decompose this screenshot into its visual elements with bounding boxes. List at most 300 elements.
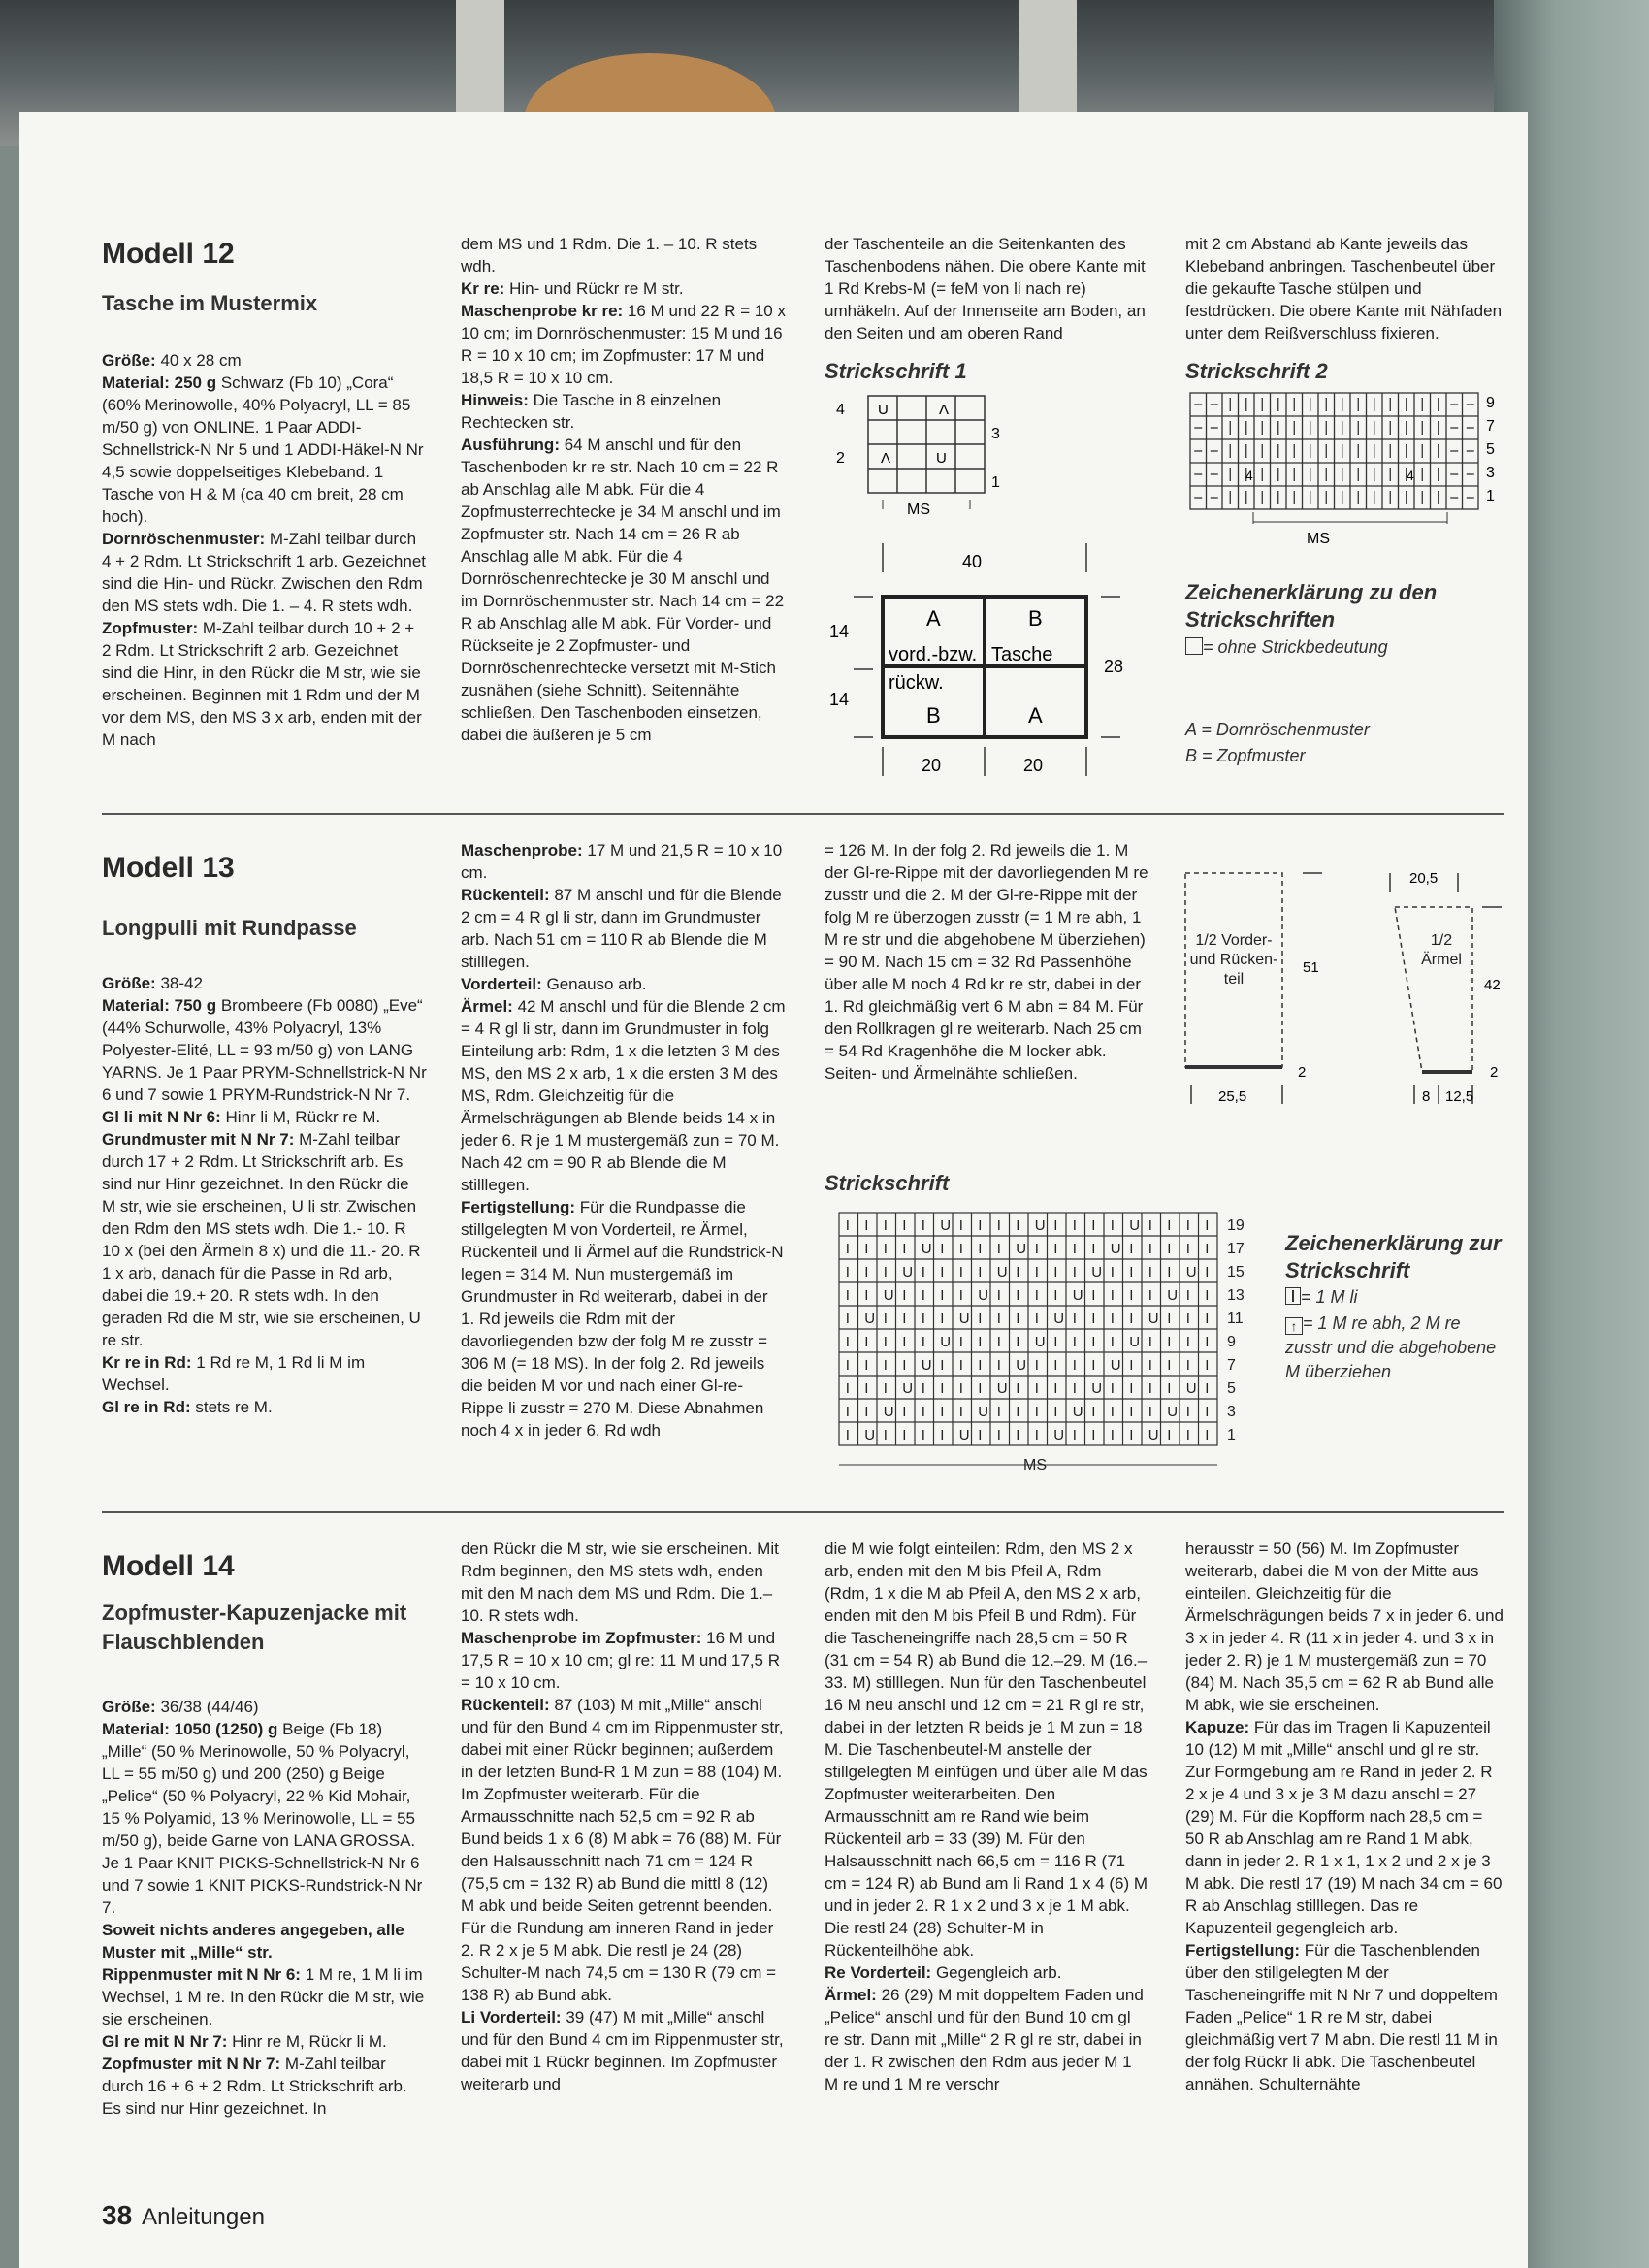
bag-height-28: 28	[1104, 657, 1124, 676]
chart-cell-symbol: I	[978, 1217, 983, 1234]
chart-cell-symbol: I	[978, 1380, 983, 1397]
paragraph-lead: Rückenteil:	[461, 886, 555, 904]
model12-column-3	[824, 233, 1149, 344]
chart-cell-symbol: I	[1185, 1357, 1190, 1374]
pullover-h51: 51	[1303, 959, 1319, 976]
m13-legend-title: Zeichenerklärung zur Strickschrift	[1285, 1231, 1502, 1282]
chart-cell-symbol: I	[1185, 1334, 1190, 1350]
chart-cell-symbol: I	[1205, 1334, 1210, 1350]
paragraph-text: Hinr li M, Rückr re M.	[225, 1108, 381, 1126]
chart-cell-symbol: I	[1091, 1311, 1096, 1327]
paragraph-text: Für das im Tragen li Kapuzenteil 10 (12) M mit „Mille“ anschl und gl re str. Zur Formgebung am re Rand in jeder 2. R 2 x je 4 und 3 x je 3 M dazu anschl = 27 (29) M. Für die Kopfform nach 28,5 cm = 50 R ab Anschlag am re Rand 1 M abk, dann in jeder 2. R 1 x 1, 1 x 2 und 2 x je 3 M abk. Die restl 17 (19) M nach 34 cm = 60 R ab Anschlag stilllegen. Das re Kapuzenteil gegengleich arb.	[1185, 1718, 1503, 1937]
bag-height-14b: 14	[829, 690, 850, 709]
m13-chart-row-label: 7	[1227, 1357, 1236, 1374]
paragraph-text: 17 M und 21,5 R = 10 x 10 cm.	[461, 841, 783, 882]
paragraph-text: Genauso arb.	[546, 975, 647, 993]
chart-cell-symbol: I	[1053, 1334, 1058, 1350]
model12-column-2	[461, 233, 786, 746]
paragraph-lead: Gl re in Rd:	[102, 1398, 196, 1416]
chart-cell-symbol: U	[1053, 1427, 1065, 1443]
page-number: 38	[102, 2200, 133, 2230]
paragraph-text: 39 (47) M mit „Mille“ anschl und für den Bund 4 cm im Rippenmuster str, dabei mit 1 Rückr beginnen. Im Zopfmuster weiterarb und	[461, 2008, 784, 2093]
chart-cell-symbol: I	[902, 1311, 907, 1327]
chart-cell-symbol: I	[864, 1241, 869, 1257]
model12-subtitle: Tasche im Mustermix	[102, 291, 318, 315]
chart-cell-symbol: I	[864, 1264, 869, 1280]
paragraph-text: mit 2 cm Abstand ab Kante jeweils das Klebeband anbringen. Taschenbeutel über die gekaufte Tasche stülpen und festdrücken. Die obere Kante mit Nähfaden unter dem Reißverschluss fixieren.	[1185, 235, 1503, 342]
chart-cell-symbol: U	[940, 1334, 952, 1350]
chart-cell-symbol: U	[1167, 1287, 1179, 1304]
paragraph-lead: Gl re mit N Nr 7:	[102, 2032, 233, 2051]
chart1-row-3: 3	[991, 426, 1000, 442]
chart2-row-3: 3	[1486, 465, 1495, 481]
chart-cell-symbol: I	[1072, 1264, 1077, 1280]
paragraph	[102, 372, 427, 528]
chart-cell-symbol: U	[1148, 1311, 1159, 1327]
chart-cell-symbol: I	[1091, 1241, 1096, 1257]
model14-column-2	[461, 1538, 786, 2095]
paragraph	[102, 617, 427, 751]
paragraph-text: Beige (Fb 18) „Mille“ (50 % Merinowolle, 50 % Polyacryl, LL = 55 m/50 g) und 200 (250) g Beige „Pelice“ (50 % Polyacryl, 22 % Kid Mohair, 15 % Polyamid, 13 % Merinowolle, LL = 55 m/50 g), beide Garne von LANA GROSSA. Je 1 Paar KNIT PICKS-Schnellstrick-N Nr 6 und 7 sowie 1 KNIT PICKS-Rundstrick-N Nr 7.	[102, 1720, 423, 1917]
paragraph-text: Die Tasche in 8 einzelnen Rechtecken str.	[461, 391, 722, 432]
bag-cell-B-bottom: B	[926, 703, 941, 728]
paragraph-lead: Dornröschenmuster:	[102, 530, 270, 548]
paragraph	[461, 995, 786, 1196]
paragraph-lead: Maschenprobe im Zopfmuster:	[461, 1629, 707, 1647]
m12-legend-text-0: = ohne Strickbedeutung	[1203, 637, 1388, 657]
pullover-w205: 20,5	[1409, 870, 1439, 887]
purl-symbol-icon	[1285, 1287, 1301, 1305]
paragraph-lead: Maschenprobe:	[461, 841, 588, 859]
chart-cell-symbol: I	[864, 1380, 869, 1397]
chart-cell-symbol: I	[1016, 1334, 1020, 1350]
paragraph-text: 1 Rd re M, 1 Rd li M im Wechsel.	[102, 1353, 366, 1394]
m12-legend-item-A: A = Dornröschenmuster	[1185, 720, 1370, 739]
chart-cell-symbol: U	[902, 1380, 914, 1397]
m12-legend-item-empty	[1185, 635, 1388, 660]
chart1-row-4: 4	[836, 402, 845, 418]
m13-chart-row-label: 5	[1227, 1380, 1236, 1397]
paragraph	[461, 389, 786, 434]
model12-column-1	[102, 349, 427, 751]
paragraph-lead: Kr re in Rd:	[102, 1353, 197, 1372]
paragraph-lead: Soweit nichts anderes angegeben, alle Muster mit „Mille“ str.	[102, 1921, 404, 1961]
chart-cell-symbol: I	[1148, 1217, 1152, 1234]
chart-cell-symbol: I	[1034, 1357, 1039, 1374]
paragraph	[102, 528, 427, 617]
chart-cell-symbol: I	[1167, 1311, 1172, 1327]
chart-cell-symbol: I	[1110, 1287, 1115, 1304]
chart-cell-symbol: I	[978, 1264, 983, 1280]
chart-cell-symbol: I	[1167, 1427, 1172, 1443]
model13-title: Modell 13	[102, 852, 235, 884]
chart-cell-symbol: I	[1148, 1404, 1152, 1420]
bag-width-20b: 20	[1023, 756, 1044, 775]
paragraph-text: 64 M anschl und für den Taschenboden kr re str. Nach 10 cm = 22 R ab Anschlag alle M abk. Für die 4 Zopfmusterrechtecke je 34 M anschl und im Zopfmuster str. Nach 14 cm = 26 R ab Anschlag alle M abk. Für die 4 Dornröschenrechtecke je 30 M anschl und im Dornröschenmuster str. Nach 14 cm = 22 R ab Anschlag alle M abk. Für Vorder- und Rückseite je 2 Zopfmuster- und Dornröschenrechtecke versetzt mit M-Stich zusnähen (siehe Schnitt). Seitennähte schließen. Den Taschenboden einsetzen, dabei die äußeren je 5 cm	[461, 436, 785, 744]
pullover-h42: 42	[1484, 977, 1501, 993]
paragraph-lead: Zopfmuster mit N Nr 7:	[102, 2055, 285, 2073]
chart-cell-symbol: I	[1185, 1241, 1190, 1257]
chart-cell-symbol: I	[1091, 1334, 1096, 1350]
chart-cell-symbol: U	[1167, 1404, 1179, 1420]
chart-cell-symbol: I	[1110, 1334, 1115, 1350]
m13-legend-text-1: = 1 M re abh, 2 M re zusstr und die abgehobene M überziehen	[1285, 1313, 1497, 1381]
paragraph-lead: Material: 1050 (1250) g	[102, 1720, 283, 1738]
strickschrift1-chart	[824, 388, 1018, 524]
paragraph-text: Für die Rundpasse die stillgelegten M von Vorderteil, re Ärmel, Rückenteil und li Ärmel auf die Rundstrick-N legen = 314 M. Nun mustergemäß im Grundmuster in Rd weiterarb, dabei in der 1. Rd jeweils die Rdm mit der davorliegenden bzw der folg M re zusstr = 306 M (= 18 MS). In der folg 2. Rd jeweils die beiden M vor und nach einer Gl-re-Rippe li zusstr = 270 M. Diese Abnahmen noch 4 x in jeder 6. Rd wdh	[461, 1198, 784, 1440]
chart-cell-symbol: I	[1091, 1287, 1096, 1304]
double-decrease-icon: ↑	[1285, 1317, 1303, 1335]
paragraph-text: 26 (29) M mit doppeltem Faden und „Pelice“ anschl und für den Bund 10 cm gl re str. Dann mit „Mille“ 2 R gl re str, dabei in der 1. R zwischen den Rdm aus jeder M 1 M re und 1 M re verschr	[824, 1986, 1144, 2093]
pullover-w255: 25,5	[1218, 1088, 1247, 1105]
chart-cell-symbol: I	[1205, 1404, 1210, 1420]
paragraph	[461, 233, 786, 277]
chart-cell-symbol: U	[864, 1311, 876, 1327]
chart-cell-symbol: I	[1053, 1241, 1058, 1257]
chart-cell-symbol: U	[1091, 1380, 1103, 1397]
chart-cell-symbol: I	[1053, 1264, 1058, 1280]
chart-cell-symbol: I	[958, 1404, 963, 1420]
chart-cell-symbol: I	[958, 1334, 963, 1350]
chart-cell-symbol: I	[883, 1217, 888, 1234]
paragraph	[102, 2053, 427, 2120]
chart-cell-symbol: I	[921, 1334, 925, 1350]
chart-cell-symbol: I	[958, 1264, 963, 1280]
paragraph	[824, 839, 1149, 1085]
chart-cell-symbol: I	[921, 1217, 925, 1234]
paragraph	[461, 839, 786, 884]
paragraph-text: 36/38 (44/46)	[160, 1698, 259, 1716]
chart-cell-symbol: I	[940, 1241, 945, 1257]
chart-cell-symbol: I	[1148, 1380, 1152, 1397]
paragraph-lead: Li Vorderteil:	[461, 2008, 566, 2026]
chart-cell-symbol: U	[978, 1404, 989, 1420]
chart-cell-symbol: I	[958, 1380, 963, 1397]
paragraph-lead: Fertigstellung:	[1185, 1941, 1305, 1960]
model13-subtitle: Longpulli mit Rundpasse	[102, 916, 357, 940]
pullover-band-2a: 2	[1298, 1064, 1307, 1081]
m13-chart-row-label: 15	[1227, 1264, 1245, 1280]
chart-cell-symbol: U	[1053, 1311, 1065, 1327]
paragraph	[461, 277, 786, 300]
chart-cell-symbol: I	[1072, 1334, 1077, 1350]
chart-cell-symbol: I	[921, 1380, 925, 1397]
chart-cell-symbol: I	[1072, 1217, 1077, 1234]
chart-cell-symbol: I	[940, 1264, 945, 1280]
m13-chart-row-label: 11	[1227, 1311, 1244, 1327]
paragraph-text: 16 M und 17,5 R = 10 x 10 cm; gl re: 11 M und 17,5 R = 10 x 10 cm.	[461, 1629, 781, 1692]
paragraph	[1185, 1538, 1504, 1716]
chart2-row-9: 9	[1486, 395, 1495, 411]
chart-cell-symbol: I	[1016, 1427, 1020, 1443]
chart-cell-symbol: I	[1129, 1264, 1134, 1280]
chart-cell-symbol: I	[902, 1241, 907, 1257]
chart-cell-symbol: I	[1205, 1241, 1210, 1257]
section-divider	[102, 1511, 1504, 1513]
paragraph	[102, 2030, 427, 2053]
chart-cell-symbol: I	[958, 1241, 963, 1257]
paragraph-text: dem MS und 1 Rdm. Die 1. – 10. R stets wdh.	[461, 235, 758, 275]
footer-label: Anleitungen	[142, 2204, 265, 2230]
chart-cell-symbol: U	[1016, 1357, 1027, 1374]
chart-cell-symbol: I	[1129, 1427, 1134, 1443]
bag-schematic	[824, 538, 1145, 791]
model14-column-4	[1185, 1538, 1504, 2095]
pullover-schematic	[1181, 854, 1511, 1125]
strickschrift1-title: Strickschrift 1	[824, 359, 967, 383]
paragraph-text: 87 (103) M mit „Mille“ anschl und für den Bund 4 cm im Rippenmuster str, dabei mit einer Rückr beginnen; außerdem in der letzten Bund-R 1 M zun = 88 (104) M. Im Zopfmuster weiterarb. Für die Armausschnitte nach 52,5 cm = 92 R ab Bund beids 1 x 6 (8) M abk = 76 (88) M. Für den Halsausschnitt nach 71 cm = 124 R (75,5 cm = 132 R) ab Bund die mittl 8 (12) M abk und beide Seiten getrennt beenden. Für die Rundung am inneren Rand in jeder 2. R 2 x je 5 M abk. Die restl je 24 (28) Schulter-M nach 74,5 cm = 130 R (79 cm = 138 R) ab Bund abk.	[461, 1696, 784, 2004]
m13-legend-text-0: = 1 M li	[1301, 1287, 1358, 1307]
chart-cell-symbol: I	[1185, 1217, 1190, 1234]
chart-cell-symbol: I	[1148, 1264, 1152, 1280]
chart-cell-symbol: I	[845, 1264, 850, 1280]
paragraph	[824, 1538, 1149, 1961]
chart-cell-symbol: I	[864, 1404, 869, 1420]
paragraph	[102, 1351, 427, 1396]
paragraph-text: 87 M anschl und für die Blende 2 cm = 4 R gl li str, dann im Grundmuster arb. Nach 51 cm = 110 R ab Blende die M stilllegen.	[461, 886, 782, 971]
chart-cell-symbol: I	[1185, 1311, 1190, 1327]
paragraph-text: M-Zahl teilbar durch 10 + 2 + 2 Rdm. Lt Strickschrift 2 arb. Gezeichnet sind die Hinr, in den Rückr die M str, wie sie erscheinen. Beginnen mit 1 Rdm und der M vor dem MS, den MS 3 x arb, enden mit der M nach	[102, 619, 422, 749]
chart-cell-symbol: I	[1072, 1380, 1077, 1397]
model13-column-3	[824, 839, 1149, 1085]
chart-cell-symbol: U	[864, 1427, 876, 1443]
chart-cell-symbol: I	[996, 1357, 1001, 1374]
chart-cell-symbol: U	[1016, 1241, 1027, 1257]
paragraph-lead: Ärmel:	[461, 997, 518, 1016]
chart-cell-symbol: I	[996, 1404, 1001, 1420]
paragraph-text: den Rückr die M str, wie sie erscheinen. Mit Rdm beginnen, den MS stets wdh, enden mit den M nach dem MS und Rdm. Die 1.–10. R stets wdh.	[461, 1539, 779, 1625]
m12-legend-title: Zeichenerklärung zu den Strickschriften	[1185, 580, 1438, 632]
pullover-band-2b: 2	[1490, 1064, 1499, 1081]
chart-cell-symbol: U	[996, 1380, 1008, 1397]
paragraph-text: 16 M und 22 R = 10 x 10 cm; im Dornröschenmuster: 15 M und 16 R = 10 x 10 cm; im Zopfmuster: 17 M und 18,5 R = 10 x 10 cm.	[461, 302, 786, 387]
chart-cell-symbol: I	[1110, 1264, 1115, 1280]
bag-cell-B-top: B	[1028, 606, 1043, 631]
chart1-u-symbol: U	[878, 402, 889, 418]
m13-strickschrift-title: Strickschrift	[824, 1171, 950, 1195]
paragraph-text: 1 M re, 1 M li im Wechsel, 1 M re. In den Rückr die M str, wie sie erscheinen.	[102, 1965, 425, 2028]
chart-cell-symbol: I	[883, 1264, 888, 1280]
chart-cell-symbol: I	[845, 1427, 850, 1443]
chart2-row-7: 7	[1486, 418, 1495, 435]
paragraph	[461, 884, 786, 973]
chart-cell-symbol: I	[1034, 1287, 1039, 1304]
paragraph-lead: Material: 250 g	[102, 373, 221, 392]
paragraph-lead: Größe:	[102, 351, 161, 370]
chart-cell-symbol: U	[883, 1404, 894, 1420]
chart1-row-1: 1	[991, 474, 1000, 491]
paragraph	[102, 349, 427, 372]
chart-cell-symbol: I	[883, 1380, 888, 1397]
paragraph-lead: Zopfmuster:	[102, 619, 203, 637]
chart-cell-symbol: I	[1205, 1380, 1210, 1397]
m13-chart-row-label: 3	[1227, 1404, 1236, 1420]
chart-cell-symbol: I	[1167, 1380, 1172, 1397]
paragraph	[102, 1963, 427, 2030]
paragraph-text: = 126 M. In der folg 2. Rd jeweils die 1. M der Gl-re-Rippe mit der davorliegenden M re zusstr und die 2. M der Gl-re-Rippe mit der folg M re überzogen zusstr (= 1 M re abh, 1 M re str und die abgehobene M überziehen) = 90 M. Nach 15 cm = 32 Rd Passenhöhe über alle M noch 4 Rd kr re str, dabei in der 1. Rd gleichmäßig vert 6 M abn = 84 M. Für den Rollkragen gl re weiterarb. Nach 25 cm = 54 Rd Kragenhöhe die M locker abk. Seiten- und Ärmelnähte schließen.	[824, 841, 1148, 1083]
chart-cell-symbol: I	[864, 1287, 869, 1304]
chart-cell-symbol: U	[1129, 1217, 1141, 1234]
chart-cell-symbol: I	[845, 1380, 850, 1397]
paragraph	[461, 1627, 786, 1694]
chart-cell-symbol: I	[1148, 1334, 1152, 1350]
chart-cell-symbol: I	[1148, 1241, 1152, 1257]
paragraph-lead: Größe:	[102, 974, 161, 992]
paragraph-text: Hin- und Rückr re M str.	[509, 279, 684, 298]
chart-cell-symbol: U	[902, 1264, 914, 1280]
paragraph-lead: Material: 750 g	[102, 996, 221, 1015]
chart-cell-symbol: I	[845, 1217, 850, 1234]
paragraph-lead: Kr re:	[461, 279, 510, 298]
chart2-4-left: 4	[1245, 468, 1253, 483]
chart-cell-symbol: I	[1072, 1241, 1077, 1257]
chart-cell-symbol: I	[1205, 1427, 1210, 1443]
pullover-w8: 8	[1422, 1088, 1431, 1105]
paragraph-lead: Re Vorderteil:	[824, 1963, 936, 1982]
paragraph-text: Brombeere (Fb 0080) „Eve“ (44% Schurwolle, 43% Polyacryl, 13% Polyester-Elité, LL = 93 m/50 g) von LANG YARNS. Je 1 Paar PRYM-Schnellstrick-N Nr 6 und 7 sowie 1 PRYM-Rundstrick-N Nr 7.	[102, 996, 427, 1104]
chart-cell-symbol: I	[902, 1404, 907, 1420]
chart-cell-symbol: I	[845, 1311, 850, 1327]
chart-cell-symbol: I	[978, 1311, 983, 1327]
paragraph	[824, 1984, 1149, 2095]
chart-cell-symbol: U	[1110, 1357, 1121, 1374]
paragraph-text: 42 M anschl und für die Blende 2 cm = 4 R gl li str, dann im Grundmuster in folg Einteilung arb: Rdm, 1 x die letzten 3 M des MS, den MS 2 x arb, 1 x die ersten 3 M des MS, Rdm. Gleichzeitig für die Ärmelschrägungen ab Blende beids 14 x in jeder 6. R je 1 M mustergemäß zun = 70 M. Nach 42 cm = 90 R ab Blende die M stilllegen.	[461, 997, 786, 1194]
chart-cell-symbol: U	[1091, 1264, 1103, 1280]
paragraph-text: stets re M.	[195, 1398, 273, 1416]
chart-cell-symbol: U	[1072, 1287, 1083, 1304]
chart-cell-symbol: I	[1148, 1357, 1152, 1374]
chart-cell-symbol: U	[1185, 1380, 1197, 1397]
chart-cell-symbol: I	[883, 1334, 888, 1350]
chart-cell-symbol: I	[1053, 1380, 1058, 1397]
chart-cell-symbol: I	[921, 1427, 925, 1443]
empty-box-icon	[1185, 637, 1203, 655]
m13-chart-row-label: 1	[1227, 1427, 1236, 1443]
paragraph	[461, 2006, 786, 2095]
chart-cell-symbol: I	[996, 1241, 1001, 1257]
chart-cell-symbol: I	[1110, 1404, 1115, 1420]
bag-cell-A-bottom: A	[1028, 703, 1043, 728]
pullover-w125: 12,5	[1445, 1088, 1474, 1105]
paragraph-lead: Ärmel:	[824, 1986, 882, 2004]
chart-cell-symbol: I	[996, 1287, 1001, 1304]
paragraph-text: Schwarz (Fb 10) „Cora“ (60% Merinowolle, 40% Polyacryl, LL = 85 m/50 g) von ONLINE. 1 Paar ADDI-Schnellstrick-N Nr 5 und 1 ADDI-Häkel-N Nr 4,5 sowie doppelseitiges Klebeband. 1 Tasche von H & M (ca 40 cm breit, 28 cm hoch).	[102, 373, 424, 526]
paragraph	[102, 994, 427, 1106]
chart-cell-symbol: I	[1034, 1380, 1039, 1397]
chart-cell-symbol: I	[921, 1404, 925, 1420]
paragraph	[102, 1718, 427, 1919]
model14-title: Modell 14	[102, 1550, 235, 1582]
paragraph	[1185, 1939, 1504, 2095]
chart-cell-symbol: I	[996, 1334, 1001, 1350]
chart-cell-symbol: I	[1129, 1357, 1134, 1374]
paragraph	[102, 1919, 427, 1963]
chart-cell-symbol: I	[1167, 1334, 1172, 1350]
chart-cell-symbol: U	[996, 1264, 1008, 1280]
chart-cell-symbol: I	[940, 1427, 945, 1443]
chart-cell-symbol: I	[1072, 1311, 1077, 1327]
chart-cell-symbol: I	[1205, 1311, 1210, 1327]
chart-cell-symbol: I	[1167, 1264, 1172, 1280]
chart-cell-symbol: I	[1016, 1311, 1020, 1327]
chart-cell-symbol: U	[940, 1217, 952, 1234]
model14-column-1	[102, 1696, 427, 2120]
chart-cell-symbol: I	[1110, 1427, 1115, 1443]
paragraph	[461, 1196, 786, 1442]
chart-cell-symbol: I	[864, 1357, 869, 1374]
paragraph-text: Hinr re M, Rückr li M.	[232, 2032, 387, 2051]
paragraph	[102, 1396, 427, 1418]
chart-cell-symbol: I	[940, 1311, 945, 1327]
chart-cell-symbol: I	[1185, 1287, 1190, 1304]
m13-chart-row-label: 13	[1227, 1287, 1245, 1304]
chart-cell-symbol: I	[1034, 1427, 1039, 1443]
chart-cell-symbol: I	[1072, 1427, 1077, 1443]
chart-cell-symbol: I	[1053, 1217, 1058, 1234]
chart-cell-symbol: I	[1072, 1357, 1077, 1374]
paragraph	[1185, 233, 1505, 344]
chart-cell-symbol: I	[921, 1264, 925, 1280]
chart-cell-symbol: I	[1016, 1404, 1020, 1420]
bag-width-40: 40	[962, 552, 983, 571]
chart-cell-symbol: I	[1016, 1264, 1020, 1280]
paragraph-lead: Fertigstellung:	[461, 1198, 580, 1216]
paragraph	[1185, 1716, 1504, 1939]
chart-cell-symbol: I	[996, 1427, 1001, 1443]
chart-cell-symbol: U	[1129, 1334, 1141, 1350]
chart-cell-symbol: I	[921, 1287, 925, 1304]
chart-cell-symbol: I	[1167, 1241, 1172, 1257]
paragraph	[461, 300, 786, 389]
chart-cell-symbol: I	[1053, 1287, 1058, 1304]
chart-cell-symbol: I	[940, 1380, 945, 1397]
model12-title: Modell 12	[102, 238, 235, 270]
chart-cell-symbol: U	[883, 1287, 894, 1304]
chart2-row-5: 5	[1486, 441, 1495, 458]
chart-cell-symbol: I	[978, 1334, 983, 1350]
m13-legend-item-li	[1285, 1285, 1358, 1310]
paragraph-lead: Rippenmuster mit N Nr 6:	[102, 1965, 306, 1984]
paragraph	[461, 1694, 786, 2006]
bag-label-rueck: rückw.	[889, 672, 944, 694]
chart-cell-symbol: I	[1016, 1217, 1020, 1234]
chart-cell-symbol: U	[1072, 1404, 1083, 1420]
model12-column-4	[1185, 233, 1505, 344]
chart-cell-symbol: I	[958, 1217, 963, 1234]
m13-chart-row-label: 9	[1227, 1334, 1236, 1350]
m13-chart-row-label: 19	[1227, 1217, 1245, 1234]
paragraph-lead: Vorderteil:	[461, 975, 547, 993]
paragraph-lead: Größe:	[102, 1698, 161, 1716]
paragraph-text: M-Zahl teilbar durch 17 + 2 Rdm. Lt Strickschrift arb. Es sind nur Hinr gezeichnet. In den Rückr die M str, wie sie erscheinen, U li str. Zwischen den Rdm den MS stets wdh. Die 1.- 10. R 10 x (bei den Ärmeln 8 x) und die 11.- 20. R 1 x arb, danach für die Passe in Rd arb, dabei die 19.+ 20. R stets wdh. In den geraden Rd die M str, wie sie erscheinen, U re str.	[102, 1130, 421, 1349]
chart-cell-symbol: U	[1034, 1217, 1046, 1234]
paragraph	[102, 972, 427, 994]
model14-subtitle: Zopfmuster-Kapuzenjacke mit Flauschblenden	[102, 1601, 407, 1654]
chart-cell-symbol: I	[1148, 1287, 1152, 1304]
bag-cell-A-top: A	[926, 606, 941, 631]
chart-cell-symbol: I	[978, 1241, 983, 1257]
chart-cell-symbol: I	[845, 1241, 850, 1257]
page-footer	[102, 2200, 265, 2231]
chart1-u-symbol: U	[936, 450, 947, 467]
chart-cell-symbol: I	[845, 1334, 850, 1350]
window-frame	[1018, 0, 1077, 116]
m13-strickschrift-chart	[824, 1208, 1261, 1484]
paragraph-lead: Hinweis:	[461, 391, 534, 409]
chart-cell-symbol: U	[1110, 1241, 1121, 1257]
paragraph-lead: Rückenteil:	[461, 1696, 555, 1714]
chart-cell-symbol: I	[864, 1334, 869, 1350]
